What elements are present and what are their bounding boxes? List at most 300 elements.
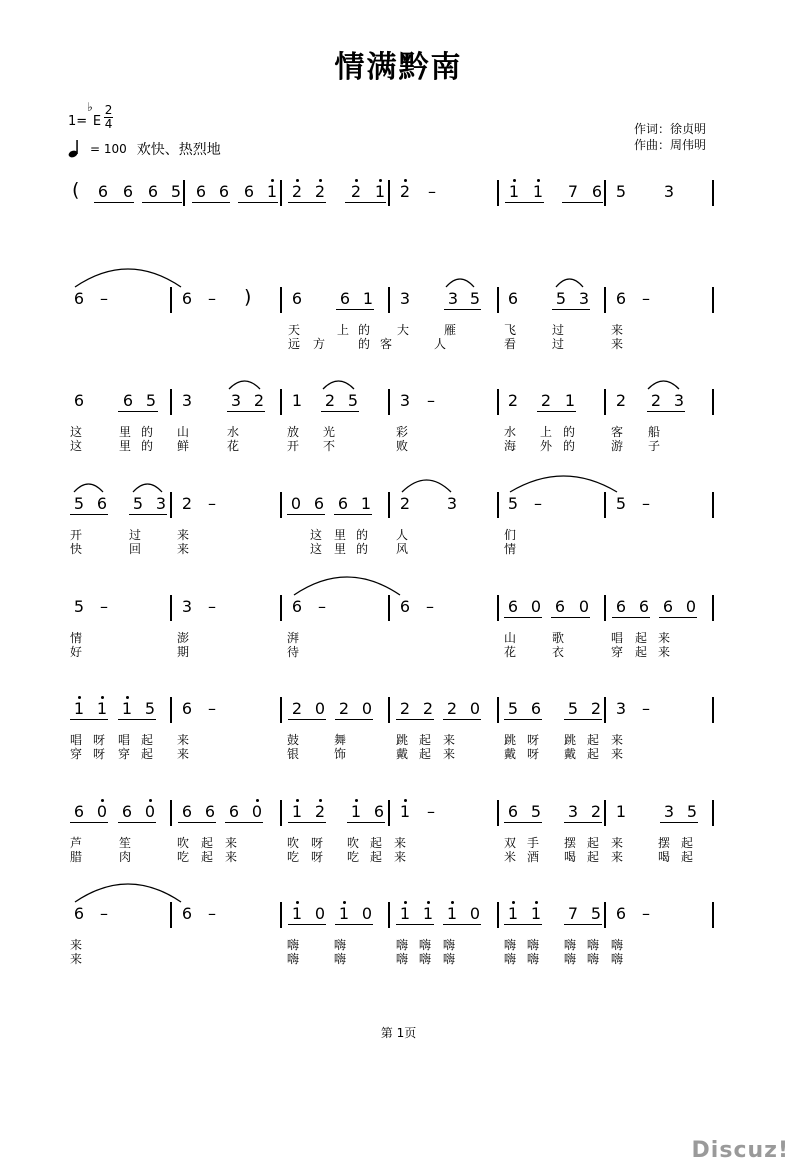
barline	[712, 180, 714, 206]
barline	[388, 902, 390, 928]
beam-underline	[552, 309, 590, 310]
lyric-verse-2: 海	[504, 439, 517, 453]
barline	[497, 180, 499, 206]
note: 6	[96, 494, 108, 513]
lyric-verse-1: 跳	[504, 733, 517, 747]
note: 0	[469, 699, 481, 718]
lyric-verse-1: 来	[658, 631, 671, 645]
lyric-verse-2: 方	[313, 337, 326, 351]
lyric-verse-2: 的	[563, 439, 576, 453]
lyric-verse-1: 手	[527, 836, 540, 850]
music-system-6	[0, 693, 797, 773]
slur-arc	[323, 381, 354, 389]
note: 1	[291, 904, 303, 923]
lyric-verse-2: 来	[611, 747, 624, 761]
note: 7	[567, 904, 579, 923]
lyric-verse-1: 摆	[658, 836, 671, 850]
beam-underline	[443, 719, 481, 720]
note: 5	[530, 802, 542, 821]
note: 1	[121, 699, 133, 718]
note: 1	[399, 904, 411, 923]
note: 6	[615, 289, 627, 308]
note: 2	[324, 391, 336, 410]
note: 6	[181, 699, 193, 718]
barline	[497, 287, 499, 313]
note: 1	[422, 904, 434, 923]
beam-underline	[70, 719, 108, 720]
beam-underline	[70, 514, 108, 515]
music-system-1	[0, 176, 797, 256]
high-octave-dot	[535, 901, 538, 904]
lyric-verse-2: 衣	[552, 645, 565, 659]
lyric-verse-1: 船	[648, 425, 661, 439]
note: 1	[508, 182, 520, 201]
lyric-verse-2: 呀	[311, 850, 324, 864]
note: 6	[181, 289, 193, 308]
lyric-verse-2: 来	[177, 542, 190, 556]
beam-underline	[178, 822, 216, 823]
lyric-verse-2: 过	[552, 337, 565, 351]
note: 6	[73, 289, 85, 308]
barline	[183, 180, 185, 206]
repeat-parenthesis: (	[72, 179, 80, 201]
lyric-verse-1: 摆	[564, 836, 577, 850]
note: 1	[350, 802, 362, 821]
lyric-verse-1: 唱	[118, 733, 131, 747]
note: 6	[181, 904, 193, 923]
note: 0	[685, 597, 697, 616]
beam-underline	[564, 719, 602, 720]
lyric-verse-1: 来	[177, 733, 190, 747]
note: 3	[578, 289, 590, 308]
barline	[712, 389, 714, 415]
beam-underline	[504, 822, 542, 823]
lyric-verse-2: 腊	[70, 850, 83, 864]
note: 3	[673, 391, 685, 410]
lyric-verse-2: 情	[504, 542, 517, 556]
lyric-verse-2: 银	[287, 747, 300, 761]
lyric-verse-1: 嗨	[443, 938, 456, 952]
barline	[280, 180, 282, 206]
high-octave-dot	[296, 179, 299, 182]
lyric-verse-2: 嗨	[443, 952, 456, 966]
note: –	[208, 494, 216, 513]
high-octave-dot	[296, 799, 299, 802]
lyric-verse-2: 子	[648, 439, 661, 453]
lyric-verse-1: 飞	[504, 323, 517, 337]
lyric-verse-2: 来	[394, 850, 407, 864]
lyric-verse-1: 跳	[396, 733, 409, 747]
slur-arc	[294, 577, 400, 595]
note: 1	[73, 699, 85, 718]
lyric-verse-1: 吹	[347, 836, 360, 850]
beam-underline	[443, 924, 481, 925]
lyric-verse-1: 山	[177, 425, 190, 439]
beam-underline	[334, 514, 372, 515]
note: 6	[373, 802, 385, 821]
note: 1	[266, 182, 278, 201]
barline	[388, 595, 390, 621]
key-signature	[68, 100, 221, 132]
lyric-verse-2: 期	[177, 645, 190, 659]
note: 1	[507, 904, 519, 923]
lyric-verse-1: 客	[611, 425, 624, 439]
beam-underline	[288, 924, 326, 925]
barline	[497, 902, 499, 928]
high-octave-dot	[427, 901, 430, 904]
note: –	[100, 289, 108, 308]
lyric-verse-2: 嗨	[611, 952, 624, 966]
lyric-verse-1: 来	[611, 836, 624, 850]
note: –	[427, 802, 435, 821]
beam-underline	[396, 924, 434, 925]
barline	[388, 492, 390, 518]
lyric-verse-1: 嗨	[564, 938, 577, 952]
lyric-verse-1: 水	[227, 425, 240, 439]
lyric-verse-1: 天	[288, 323, 301, 337]
lyric-verse-1: 起	[587, 836, 600, 850]
beam-underline	[504, 719, 542, 720]
lyric-verse-1: 呀	[311, 836, 324, 850]
lyric-verse-2: 嗨	[587, 952, 600, 966]
quarter-note-icon	[68, 140, 88, 158]
lyric-verse-1: 嗨	[504, 938, 517, 952]
barline	[712, 800, 714, 826]
beam-underline	[94, 202, 134, 203]
lyric-verse-1: 起	[587, 733, 600, 747]
barline	[280, 287, 282, 313]
beam-underline	[564, 822, 602, 823]
note: 0	[469, 904, 481, 923]
lyric-verse-1: 起	[635, 631, 648, 645]
lyric-verse-2: 开	[287, 439, 300, 453]
barline	[388, 697, 390, 723]
lyric-verse-2: 鲜	[177, 439, 190, 453]
note: 6	[399, 597, 411, 616]
note: 6	[530, 699, 542, 718]
note: 1	[96, 699, 108, 718]
note: 5	[567, 699, 579, 718]
lyric-verse-2: 里	[334, 542, 347, 556]
note: –	[534, 494, 542, 513]
time-signature-top: 2	[104, 103, 113, 117]
barline	[712, 492, 714, 518]
note: 6	[73, 802, 85, 821]
note: 0	[290, 494, 302, 513]
lyric-verse-2: 的	[141, 439, 154, 453]
barline	[712, 287, 714, 313]
lyric-verse-2: 看	[504, 337, 517, 351]
note: 6	[228, 802, 240, 821]
lyric-verse-1: 这	[310, 528, 323, 542]
high-octave-dot	[379, 179, 382, 182]
lyric-verse-1: 里	[119, 425, 132, 439]
beam-underline	[288, 822, 326, 823]
lyric-verse-2: 人	[434, 337, 447, 351]
barline	[497, 800, 499, 826]
high-octave-dot	[78, 696, 81, 699]
lyric-verse-1: 起	[681, 836, 694, 850]
high-octave-dot	[319, 799, 322, 802]
note: 1	[532, 182, 544, 201]
note: 2	[314, 802, 326, 821]
barline	[170, 697, 172, 723]
lyric-verse-1: 唱	[611, 631, 624, 645]
note: 1	[564, 391, 576, 410]
slur-arc	[556, 279, 583, 287]
lyric-verse-2: 花	[504, 645, 517, 659]
beam-underline	[118, 822, 156, 823]
lyric-verse-1: 嗨	[527, 938, 540, 952]
beam-underline	[70, 822, 108, 823]
beam-underline	[142, 202, 182, 203]
barline	[497, 492, 499, 518]
lyric-verse-2: 肉	[119, 850, 132, 864]
lyric-verse-1: 大	[397, 323, 410, 337]
lyric-verse-1: 呀	[527, 733, 540, 747]
lyric-verse-2: 戴	[396, 747, 409, 761]
lyric-verse-1: 过	[129, 528, 142, 542]
note: 2	[422, 699, 434, 718]
note: 6	[97, 182, 109, 201]
note: 2	[338, 699, 350, 718]
lyric-verse-1: 嗨	[611, 938, 624, 952]
beam-underline	[227, 411, 265, 412]
beam-underline	[336, 309, 374, 310]
note: 5	[347, 391, 359, 410]
note: 6	[73, 904, 85, 923]
note: 6	[121, 802, 133, 821]
beam-underline	[504, 617, 542, 618]
note: 0	[314, 699, 326, 718]
beam-underline	[288, 719, 326, 720]
beam-underline	[396, 719, 434, 720]
lyric-verse-1: 山	[504, 631, 517, 645]
slur-arc	[75, 269, 181, 287]
lyric-verse-1: 嗨	[287, 938, 300, 952]
lyric-verse-2: 吃	[347, 850, 360, 864]
note: 6	[339, 289, 351, 308]
tempo-value: = 100	[90, 142, 127, 156]
lyric-verse-2: 嗨	[396, 952, 409, 966]
beam-underline	[612, 617, 650, 618]
lyric-verse-2: 起	[419, 747, 432, 761]
lyric-verse-2: 起	[681, 850, 694, 864]
lyric-verse-1: 湃	[287, 631, 300, 645]
lyric-verse-1: 里	[334, 528, 347, 542]
beam-underline	[321, 411, 359, 412]
high-octave-dot	[343, 901, 346, 904]
lyric-verse-2: 呀	[93, 747, 106, 761]
barline	[497, 697, 499, 723]
lyric-verse-1: 来	[394, 836, 407, 850]
note: 2	[399, 494, 411, 513]
lyric-verse-1: 来	[611, 733, 624, 747]
lyric-verse-1: 起	[141, 733, 154, 747]
lyric-verse-2: 来	[177, 747, 190, 761]
high-octave-dot	[404, 901, 407, 904]
lyric-verse-2: 起	[370, 850, 383, 864]
note: –	[428, 182, 436, 201]
beam-underline	[335, 719, 373, 720]
lyric-verse-1: 吹	[287, 836, 300, 850]
high-octave-dot	[149, 799, 152, 802]
note: 6	[313, 494, 325, 513]
note: 3	[399, 391, 411, 410]
note: 3	[567, 802, 579, 821]
beam-underline	[347, 822, 385, 823]
high-octave-dot	[126, 696, 129, 699]
note: 2	[590, 699, 602, 718]
music-system-5	[0, 591, 797, 671]
note: 5	[73, 494, 85, 513]
note: 6	[181, 802, 193, 821]
music-system-3	[0, 385, 797, 465]
barline	[604, 389, 606, 415]
lyric-verse-1: 起	[370, 836, 383, 850]
note: –	[208, 699, 216, 718]
note: 5	[507, 494, 519, 513]
note: 6	[337, 494, 349, 513]
note: 1	[291, 802, 303, 821]
beam-underline	[118, 719, 156, 720]
high-octave-dot	[355, 799, 358, 802]
barline	[388, 180, 390, 206]
lyric-verse-2: 花	[227, 439, 240, 453]
lyric-verse-1: 澎	[177, 631, 190, 645]
barline	[170, 287, 172, 313]
note: 3	[230, 391, 242, 410]
barline	[280, 595, 282, 621]
lyric-verse-2: 远	[288, 337, 301, 351]
lyric-verse-1: 双	[504, 836, 517, 850]
note: 6	[243, 182, 255, 201]
note: 1	[291, 391, 303, 410]
note: 1	[615, 802, 627, 821]
note: 6	[291, 597, 303, 616]
note: 0	[578, 597, 590, 616]
lyric-verse-2: 嗨	[504, 952, 517, 966]
note: 5	[170, 182, 182, 201]
lyricist-credit: 作词：徐贞明	[634, 122, 707, 136]
lyric-verse-1: 芦	[70, 836, 83, 850]
lyric-verse-2: 喝	[564, 850, 577, 864]
beam-underline	[225, 822, 263, 823]
barline	[604, 697, 606, 723]
note: –	[426, 597, 434, 616]
slur-arc	[229, 381, 260, 389]
high-octave-dot	[512, 901, 515, 904]
note: –	[642, 289, 650, 308]
note: 2	[399, 699, 411, 718]
note: 2	[650, 391, 662, 410]
barline	[280, 389, 282, 415]
beam-underline	[537, 411, 576, 412]
note: 3	[181, 391, 193, 410]
barline	[170, 595, 172, 621]
note: 2	[291, 182, 303, 201]
note: 3	[663, 802, 675, 821]
lyric-verse-2: 来	[611, 337, 624, 351]
note: 1	[530, 904, 542, 923]
lyric-verse-1: 嗨	[334, 938, 347, 952]
lyric-verse-1: 雁	[444, 323, 457, 337]
beam-underline	[551, 617, 590, 618]
lyric-verse-2: 吃	[177, 850, 190, 864]
note: –	[100, 597, 108, 616]
slur-arc	[402, 480, 451, 492]
beam-underline	[659, 617, 697, 618]
lyric-verse-2: 穿	[118, 747, 131, 761]
beam-underline	[647, 411, 685, 412]
note: –	[208, 289, 216, 308]
lyric-verse-2: 这	[310, 542, 323, 556]
barline	[170, 902, 172, 928]
lyric-verse-2: 不	[323, 439, 336, 453]
barline	[712, 595, 714, 621]
note: 1	[338, 904, 350, 923]
lyric-verse-2: 嗨	[527, 952, 540, 966]
time-signature-bottom: 4	[104, 117, 113, 131]
note: 1	[374, 182, 386, 201]
lyric-verse-1: 水	[504, 425, 517, 439]
beam-underline	[129, 514, 167, 515]
note: 2	[314, 182, 326, 201]
note: 2	[540, 391, 552, 410]
note: 0	[314, 904, 326, 923]
lyric-verse-1: 放	[287, 425, 300, 439]
lyric-verse-1: 上	[337, 323, 350, 337]
note: –	[318, 597, 326, 616]
song-title: 情满黔南	[334, 50, 463, 85]
high-octave-dot	[101, 799, 104, 802]
lyric-verse-1: 来	[611, 323, 624, 337]
lyric-verse-2: 这	[70, 439, 83, 453]
note: –	[100, 904, 108, 923]
lyric-verse-2: 起	[587, 747, 600, 761]
lyric-verse-2: 客	[380, 337, 393, 351]
note: 5	[615, 182, 627, 201]
barline	[604, 800, 606, 826]
lyric-verse-2: 穿	[611, 645, 624, 659]
composer-credit: 作曲：周伟明	[634, 138, 707, 152]
repeat-parenthesis: )	[244, 286, 252, 308]
lyric-verse-2: 外	[540, 439, 553, 453]
credits	[634, 121, 706, 153]
note: 6	[554, 597, 566, 616]
high-octave-dot	[355, 179, 358, 182]
lyric-verse-2: 起	[141, 747, 154, 761]
lyric-verse-1: 嗨	[419, 938, 432, 952]
note: 3	[663, 182, 675, 201]
lyric-verse-2: 米	[504, 850, 517, 864]
lyric-verse-2: 败	[396, 439, 409, 453]
note: 6	[218, 182, 230, 201]
lyric-verse-2: 嗨	[287, 952, 300, 966]
lyric-verse-1: 来	[443, 733, 456, 747]
beam-underline	[192, 202, 230, 203]
high-octave-dot	[271, 179, 274, 182]
note: 0	[144, 802, 156, 821]
lyric-verse-2: 来	[443, 747, 456, 761]
note: 3	[446, 494, 458, 513]
lyric-verse-2: 起	[201, 850, 214, 864]
lyric-verse-2: 来	[658, 645, 671, 659]
lyric-verse-1: 情	[70, 631, 83, 645]
note: 6	[615, 904, 627, 923]
lyric-verse-1: 舞	[334, 733, 347, 747]
note: 3	[615, 699, 627, 718]
